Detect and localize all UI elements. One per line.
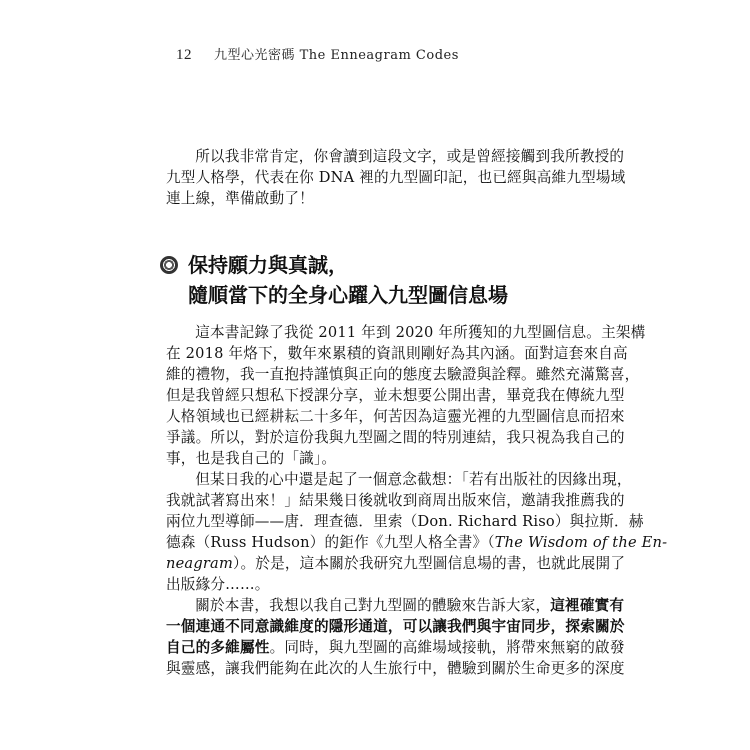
paragraph-a bbox=[166, 322, 646, 469]
paragraph-c bbox=[166, 595, 625, 679]
intro-paragraph bbox=[166, 146, 626, 209]
text-line: 維的禮物，我一直抱持謹慎與正向的態度去驗證與詮釋。雖然充滿驚喜， bbox=[166, 366, 640, 383]
bold-text-line: 一個連通不同意識維度的隱形通道，可以讓我們與宇宙同步，探索關於 bbox=[166, 618, 625, 635]
text-line bbox=[166, 637, 625, 658]
text-run: 關於本書，我想以我自己對九型圖的體驗來告訴大家， bbox=[195, 597, 551, 614]
text-run: 德森（Russ Hudson）的鉅作《九型人格全書》（ bbox=[166, 534, 495, 551]
text-line: 爭議。所以，對於這份我與九型圖之間的特別連結，我只視為我自己的 bbox=[166, 429, 625, 446]
page-number: 12 bbox=[176, 47, 192, 63]
text-line: 事，也是我自己的「識」。 bbox=[166, 450, 337, 467]
paragraph-b bbox=[166, 469, 668, 595]
text-run: ）。於是，這本關於我研究九型圖信息場的書，也就此展開了 bbox=[233, 555, 626, 572]
text-line: 這本書記錄了我從 2011 年到 2020 年所獲知的九型圖信息。主架構 bbox=[195, 324, 646, 341]
section-bullet-icon bbox=[160, 256, 178, 274]
text-line: 在 2018 年烙下，數年來累積的資訊則剛好為其內涵。面對這套來自高 bbox=[166, 345, 628, 362]
text-line: 人格領域也已經耕耘二十多年，何苦因為這靈光裡的九型圖信息而招來 bbox=[166, 408, 625, 425]
heading-line-2: 隨順當下的全身心躍入九型圖信息場 bbox=[188, 283, 508, 307]
text-run: 。同時，與九型圖的高維場域接軌，將帶來無窮的啟發 bbox=[269, 639, 625, 656]
text-line: 與靈感，讓我們能夠在此次的人生旅行中，體驗到關於生命更多的深度 bbox=[166, 660, 625, 677]
text-line: 兩位九型導師——唐．理查德．里索（Don. Richard Riso）與拉斯．赫 bbox=[166, 513, 644, 530]
text-line: 出版緣分……。 bbox=[166, 576, 270, 593]
running-header bbox=[176, 44, 459, 64]
text-line: 所以我非常肯定，你會讀到這段文字，或是曾經接觸到我所教授的 bbox=[195, 148, 625, 165]
book-title-italic: neagram bbox=[166, 555, 233, 572]
text-line bbox=[166, 532, 668, 553]
text-line bbox=[166, 553, 626, 574]
section-body bbox=[166, 322, 668, 679]
text-line: 連上線，準備啟動了！ bbox=[166, 190, 314, 207]
book-title: 九型心光密碼 The Enneagram Codes bbox=[214, 48, 459, 63]
text-line: 但是我曾經只想私下授課分享，並未想要公開出書，畢竟我在傳統九型 bbox=[166, 387, 625, 404]
text-line: 我就試著寫出來！」結果幾日後就收到商周出版來信，邀請我推薦我的 bbox=[166, 492, 625, 509]
bold-text: 這裡確實有 bbox=[550, 597, 625, 614]
book-title-italic: The Wisdom of the En- bbox=[494, 534, 668, 551]
section-heading bbox=[160, 250, 508, 310]
text-line: 但某日我的心中還是起了一個意念截想：「若有出版社的因緣出現， bbox=[195, 471, 632, 488]
heading-line-1: 保持願力與真誠， bbox=[188, 253, 348, 277]
bold-text: 自己的多維屬性 bbox=[166, 639, 270, 656]
text-line bbox=[166, 595, 625, 616]
text-line: 九型人格學，代表在你 DNA 裡的九型圖印記，也已經與高維九型場域 bbox=[166, 169, 626, 186]
